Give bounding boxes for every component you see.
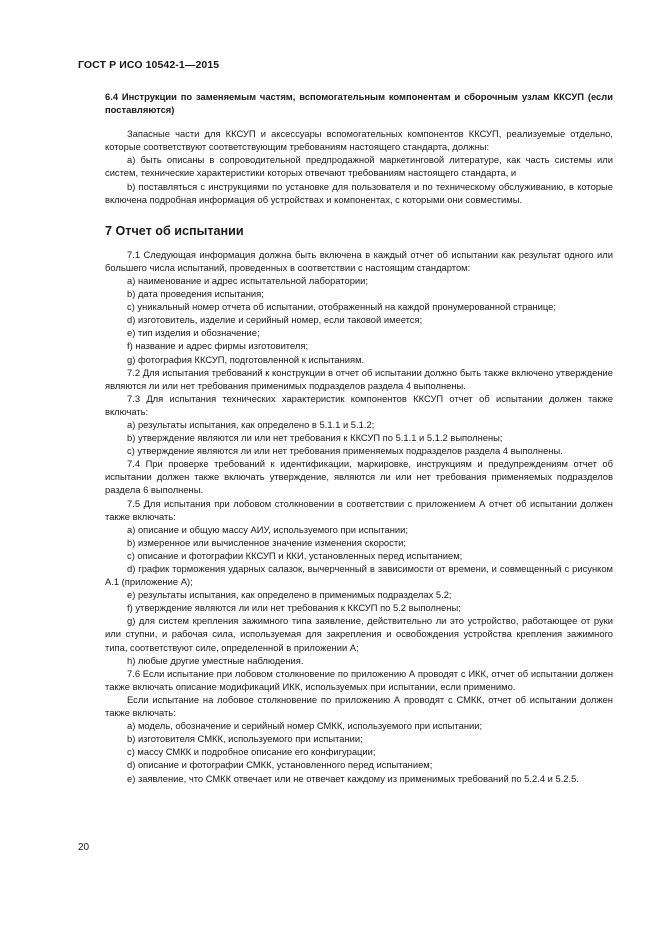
- document-header: ГОСТ Р ИСО 10542-1—2015: [78, 59, 220, 71]
- list-item: b) поставляться с инструкциями по установке для пользователя и по техническому обслуживанию, в которые включена подробная информация об устройствах и компонентах, с которыми они совместимы.: [105, 180, 613, 205]
- list-item: b) измеренное или вычисленное значение изменения скорости;: [127, 536, 406, 548]
- list-item: g) фотография ККСУП, подготовленной к испытаниям.: [127, 353, 365, 365]
- list-item: a) модель, обозначение и серийный номер СМКК, используемого при испытании;: [127, 720, 483, 732]
- paragraph: Запасные части для ККСУП и аксессуары вспомогательных компонентов ККСУП, реализуемые отдельно, которые соответствуют соответствующим требованиям настоящего стандарта, должны:: [105, 128, 613, 153]
- list-item: b) дата проведения испытания;: [127, 288, 264, 300]
- list-item: e) заявление, что СМКК отвечает или не отвечает каждому из применимых требований по 5.2.4 и 5.2.5.: [127, 772, 579, 784]
- paragraph: 7.4 При проверке требований к идентификации, маркировке, инструкциям и предупреждениям отчет об испытании должен также включать утверждение, являются ли или нет требования применяемых подразделов раздела 6 выполнены.: [105, 458, 613, 496]
- list-item: d) график торможения ударных салазок, вычерченный в зависимости от времени, и совмещенный с рисунком А.1 (приложение А);: [105, 563, 613, 588]
- list-item: h) любые другие уместные наблюдения.: [127, 654, 304, 666]
- paragraph: 7.6 Если испытание при лобовом столкновение по приложению А проводят с ИКК, отчет об испытании должен также включать описание модификаций ИКК, используемых при испытании, если применимо.: [105, 667, 613, 692]
- paragraph: 7.5 Для испытания при лобовом столкновении в соответствии с приложением А отчет об испытании должен также включать:: [105, 497, 613, 522]
- list-item: e) результаты испытания, как определено в применимых подразделах 5.2;: [127, 589, 452, 601]
- paragraph: 7.3 Для испытания технических характеристик компонентов ККСУП отчет об испытании должен также включать:: [105, 392, 613, 417]
- list-item: b) утверждение являются ли или нет требования к ККСУП по 5.1.1 и 5.1.2 выполнены;: [127, 432, 503, 444]
- list-item: d) описание и фотографии СМКК, установленного перед испытанием;: [127, 759, 433, 771]
- list-item: c) описание и фотографии ККСУП и ККИ, установленных перед испытанием;: [127, 549, 463, 561]
- list-item: g) для систем крепления зажимного типа заявление, действительно ли это устройство, работающее от руки или ступни, и рабочая сила, используемая для закрепления и освобождения устройства крепления зажимного типа, соответствуют силе, определенной в приложении А;: [105, 615, 613, 653]
- list-item: d) изготовитель, изделие и серийный номер, если таковой имеется;: [127, 314, 423, 326]
- page-content: [105, 90, 613, 785]
- paragraph: 7.1 Следующая информация должна быть включена в каждый отчет об испытании как результат одного или большего числа испытаний, проведенных в соответствии с настоящим стандартом:: [105, 248, 613, 273]
- list-item: a) описание и общую массу АИУ, используемого при испытании;: [127, 523, 408, 535]
- list-item: a) результаты испытания, как определено в 5.1.1 и 5.1.2;: [127, 418, 375, 430]
- list-item: e) тип изделия и обозначение;: [127, 327, 260, 339]
- section-6-4-title: 6.4 Инструкции по заменяемым частям, вспомогательным компонентам и сборочным узлам ККСУП (если поставляются): [105, 91, 613, 116]
- list-item: c) уникальный номер отчета об испытании, отображенный на каждой пронумерованной странице;: [127, 301, 557, 313]
- section-7-title: 7 Отчет об испытании: [105, 223, 244, 238]
- paragraph: 7.2 Для испытания требований к конструкции в отчет об испытании должно быть также включено утверждение являются ли или нет требования применимых подразделов раздела 4 выполнены.: [105, 366, 613, 391]
- list-item: c) утверждение являются ли или нет требования применяемых подразделов раздела 4 выполнены.: [127, 445, 563, 457]
- list-item: b) изготовителя СМКК, используемого при испытании;: [127, 733, 363, 745]
- page-number: 20: [78, 842, 90, 853]
- paragraph: Если испытание на лобовое столкновение по приложению А проводят с СМКК, отчет об испытании должен также включать:: [105, 693, 613, 719]
- list-item: a) наименование и адрес испытательной лаборатории;: [127, 274, 368, 286]
- list-item: f) название и адрес фирмы изготовителя;: [127, 340, 309, 352]
- list-item: a) быть описаны в сопроводительной предпродажной маркетинговой литературе, как часть системы или систем, технические характеристики которых отвечают требованиям настоящего стандарта, и: [105, 154, 613, 179]
- list-item: f) утверждение являются ли или нет требования к ККСУП по 5.2 выполнены;: [127, 602, 461, 614]
- list-item: c) массу СМКК и подробное описание его конфигурации;: [127, 746, 376, 758]
